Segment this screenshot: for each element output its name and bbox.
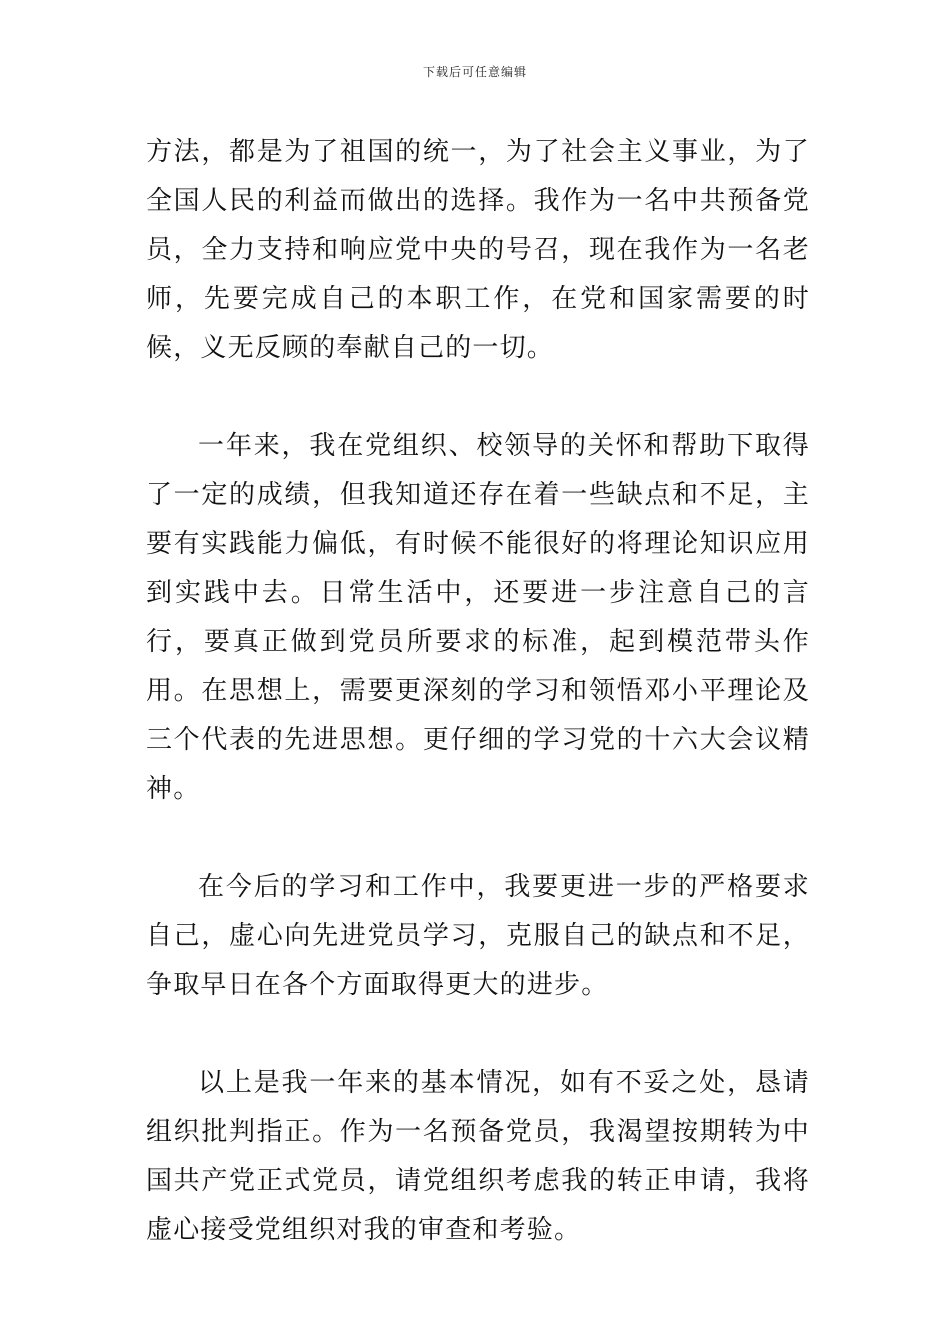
document-body: [146, 128, 810, 1255]
paragraph-gap: [146, 814, 810, 863]
paragraph-4: 以上是我一年来的基本情况，如有不妥之处，恳请组织批判指正。作为一名预备党员，我渴望按期转为中国共产党正式党员，请党组织考虑我的转正申请，我将虚心接受党组织对我的审查和考验。: [146, 1068, 810, 1245]
paragraph-1: 方法，都是为了祖国的统一，为了社会主义事业，为了全国人民的利益而做出的选择。我作为一名中共预备党员，全力支持和响应党中央的号召，现在我作为一名老师，先要完成自己的本职工作，在党和国家需要的时候，义无反顾的奉献自己的一切。: [146, 137, 810, 363]
page-header: 下载后可任意编辑: [422, 65, 527, 79]
paragraph-3: 在今后的学习和工作中，我要更进一步的严格要求自己，虚心向先进党员学习，克服自己的缺点和不足，争取早日在各个方面取得更大的进步。: [146, 872, 810, 1000]
paragraph-2: 一年来，我在党组织、校领导的关怀和帮助下取得了一定的成绩，但我知道还存在着一些缺点和不足，主要有实践能力偏低，有时候不能很好的将理论知识应用到实践中去。日常生活中，还要进一步注意自己的言行，要真正做到党员所要求的标准，起到模范带头作用。在思想上，需要更深刻的学习和领悟邓小平理论及三个代表的先进思想。更仔细的学习党的十六大会议精神。: [146, 431, 810, 804]
paragraph-gap: [146, 373, 810, 422]
paragraph-gap: [146, 1010, 810, 1059]
